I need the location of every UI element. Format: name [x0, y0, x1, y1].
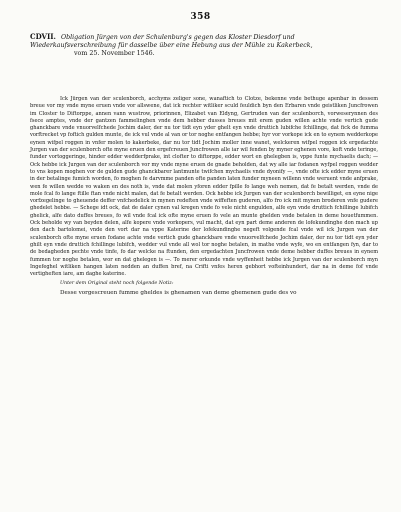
- document-heading-text: Obligation Jürgen von der Schulenburg's gegen das Kloster Diesdorf und Wiederkaufsverschreibung für dasselbe über eine Hebung aus der Mühle zu Kakerbeck,: [30, 34, 313, 50]
- note-intro: Unter dem Original steht noch folgende Notiz:: [60, 281, 174, 287]
- closing-line: Desse vorgescreuen fumme gheldes is ghenamen van deme ghemenen gude des vo: [60, 289, 297, 296]
- body-paragraph: Ick Jürgen van der sculenborch, acchyms zeliger sone, wanaftich to Clotze, bekenne vnde bethuge apenbar in dessem breue vor my vnde myne eruen vnde vor allswene, dat ick rechter witliker sculd feuldich byn den Erbaren vnde geistliken Juncfrowen im Closter to Diftorppe, annen vann wustrow, priorinnen, Elizabet van Eldyng, Gertruden van der sculenborch, vorweserynnen des fsece amptes, vnde der gantzen fammelinghen vnde dem hebber dusses breues mit erem guden willen achte vnde vertich gude ghanckbare vnde vnuorvelfchede Jochim daler, der nu tor tidt eyn yder ghelt eyn vnde druttich lubifche fchillinge, dat fick de fumma vorftrecket vp foftich gulden munte, de ick vul vnde al van or tor noghe entfangen hebbe; hyr vor vorkope ick en to eynem wedderkope eynen wifpel roggen in vnfer molen to kakerbeke, dar nu tor tidt Jochim moller inne wanet, welckeren wifpel roggen ick ergedachte Jurgen van der sculenborch ofte myne eruen den ergefcreuen Juncfrowen alle iar wil fenden by myner eghenen vore, koft vnde teringe, funder vortoggeringe, hinder edder wedderfprake, int clofter to diftorppe, edder wort en ghelegben is, vppe funte mychaelis dach; — Ock hebbe ick Jurgen van der sculenborch vor my vnde myne eruen de gnade beholden, dat wy alle iar fodanen wyfpel roggen wedder to vns kopen moghen vor de gulden gude ghanckbarer lantmunte twifchen mychaelis vnde dyonify —, vnde ofte ick edder myne eruen in der betalinge fumich worden, fo moghen fe darvmme panden ofte panden laten funder myneen willenn vnde weruent vnde anfprake, wen fe willen wedde vo waken en des noth is, vnde dat molen yforen edder fpille fo lange weh nemen, dat fe betalt werden, vnde de mole fcal fo lange ftille ftan vnde nicht malen, dat fe betalt werden. Ock hebbe ick Jurgen van der sculenborch bewilliget, en eyne nige vorfzegelinge to gheuende deffer vnfchedelick in mynen redeften vnde wiffeften guderen, alfo fro ick mit mynen broderen vnfe gudere ghedelet hebbe. — Schege idt ock, dat de daler cynen val kregen vnde fo vele nicht engulden, alfe eyn vnde druttich fchillinge lubifch ghelick, alfe dato duffes breues, fo wil vnde fcal ick ofte myne eruen fo vele an munte ghelden vnde betalen in deme houetfummen. Ock beholde wy van beyden delen, alfe kopere vnde vorkopers, vul macht, dat eyn part deme anderen de lofekundinghe don mach up den dach bartolomei, vnde den vort dar na vppe Katerine der lofekundinghe negeft volgende fcal vnde wil ick Jurgen van der sculenborch ofte myne eruen fodane achte vnde vertich gude ghanckbare vnde vnuorvelfchede Jochim daler, der nu tor tidt eyn yder ghilt eyn vnde druttich fchillinge lubifch, wedder vul vnde all wol tor noghe betalen, in mathe vnde wyfe, wo en entfangen fyn, dar to de bedagheden pechte vnde tinfe, fo dar welcke na ftunden, den ergedachten Juncfrowen vnde deme hebber duffes breues in eynem fummen tor noghe betalen, wor en dat ghelegen is —. To merer orkunde vnde wyffenheit hebbe ick Jurgen van der sculenborch myn Ingefeghel witliken hangen laten nedden an duffen bref, na Crifti vnfes heren gebhort vofteinhundert, dar na in deme fof vnde vertigheften iare, am daghe katerine.: [30, 96, 378, 278]
- document-body: [30, 96, 378, 297]
- document-number: CDVII.: [30, 32, 56, 41]
- document-heading: [30, 33, 378, 59]
- page-number: 358: [190, 12, 211, 22]
- document-date: vom 25. November 1546.: [74, 50, 155, 58]
